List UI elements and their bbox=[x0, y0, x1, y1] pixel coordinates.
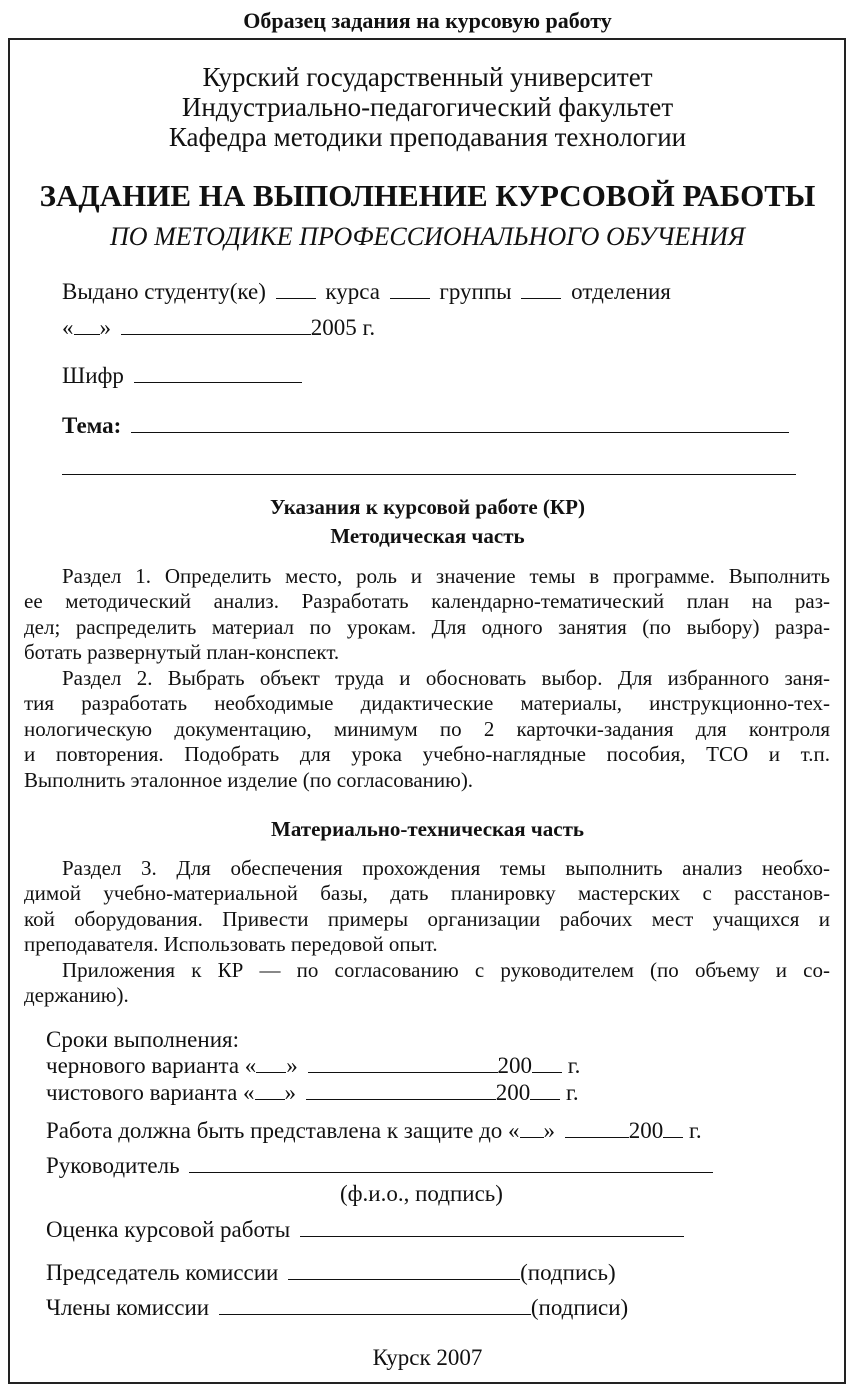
quote-open: « bbox=[62, 315, 74, 340]
final-deadline-line bbox=[46, 1081, 579, 1104]
paragraph-line: ботать развернутый план-конспект. bbox=[24, 640, 340, 665]
defense-deadline-line bbox=[46, 1119, 702, 1142]
issue-date-line bbox=[62, 316, 375, 339]
quote-close: » bbox=[286, 1053, 298, 1078]
final-month-blank[interactable] bbox=[306, 1098, 496, 1100]
paragraph-line: держанию). bbox=[24, 983, 129, 1008]
paragraph-line: Раздел 1. Определить место, роль и значение темы в программе. Выполнить bbox=[62, 564, 830, 588]
footer-city-year: Курск 2007 bbox=[372, 1345, 483, 1370]
paragraph-line: Раздел 3. Для обеспечения прохождения темы выполнить анализ необхо- bbox=[62, 856, 830, 880]
topic-blank[interactable] bbox=[131, 431, 789, 433]
supervisor-label: Руководитель bbox=[46, 1153, 180, 1178]
final-day-blank[interactable] bbox=[255, 1098, 285, 1100]
quote-open: « bbox=[508, 1118, 520, 1143]
year-suffix: г. bbox=[567, 1053, 581, 1078]
cipher-label: Шифр bbox=[62, 363, 124, 388]
course-label: курса bbox=[325, 279, 380, 304]
month-blank[interactable] bbox=[121, 333, 311, 335]
paragraph-line: кой оборудования. Привести примеры организации рабочих мест учащихся и bbox=[24, 906, 830, 931]
issued-line bbox=[62, 280, 671, 303]
grade-line bbox=[46, 1218, 688, 1241]
quote-open: « bbox=[243, 1080, 255, 1105]
group-blank[interactable] bbox=[390, 297, 430, 299]
members-line bbox=[46, 1296, 628, 1319]
chair-line bbox=[46, 1261, 616, 1284]
topic-blank-2[interactable] bbox=[62, 474, 796, 475]
topic-line bbox=[62, 414, 793, 437]
supervisor-line bbox=[46, 1154, 717, 1177]
paragraph-line: Раздел 2. Выбрать объект труда и обосновать выбор. Для избранного заня- bbox=[62, 666, 830, 690]
draft-year-blank[interactable] bbox=[532, 1071, 562, 1073]
issue-year: 2005 г. bbox=[310, 315, 376, 340]
chair-sign: (подпись) bbox=[520, 1260, 616, 1285]
cipher-blank[interactable] bbox=[134, 381, 302, 383]
cipher-line bbox=[62, 364, 306, 387]
paragraph-line: димой учебно-материальной базы, дать планировку мастерских с расстанов- bbox=[24, 881, 830, 906]
chair-label: Председатель комиссии bbox=[46, 1260, 279, 1285]
form-title: ЗАДАНИЕ НА ВЫПОЛНЕНИЕ КУРСОВОЙ РАБОТЫ bbox=[39, 178, 816, 213]
method-heading: Методическая часть bbox=[330, 524, 525, 548]
issued-label: Выдано студенту(ке) bbox=[62, 279, 266, 304]
grade-label: Оценка курсовой работы bbox=[46, 1217, 291, 1242]
year-prefix: 200 bbox=[628, 1118, 664, 1143]
defense-label: Работа должна быть представлена к защите до bbox=[46, 1118, 503, 1143]
members-label: Члены комиссии bbox=[46, 1295, 210, 1320]
paragraph-line: Приложения к КР — по согласованию с руководителем (по объему и со- bbox=[62, 958, 830, 982]
instructions-heading: Указания к курсовой работе (КР) bbox=[270, 495, 585, 519]
paragraph-line: дел; распределить материал по урокам. Для одного занятия (по выбору) разра- bbox=[24, 614, 830, 639]
dept-label: отделения bbox=[571, 279, 671, 304]
faculty-name: Индустриально-педагогический факультет bbox=[181, 92, 674, 122]
topic-label: Тема: bbox=[62, 413, 122, 438]
supervisor-blank[interactable] bbox=[189, 1171, 713, 1173]
defense-month-blank[interactable] bbox=[565, 1136, 629, 1138]
day-blank[interactable] bbox=[74, 333, 100, 335]
department-name: Кафедра методики преподавания технологии bbox=[168, 122, 687, 152]
course-blank[interactable] bbox=[276, 297, 316, 299]
year-suffix: г. bbox=[566, 1080, 579, 1105]
form-subtitle: ПО МЕТОДИКЕ ПРОФЕССИОНАЛЬНОГО ОБУЧЕНИЯ bbox=[110, 222, 745, 251]
material-heading: Материально-техническая часть bbox=[271, 817, 584, 841]
defense-day-blank[interactable] bbox=[520, 1136, 544, 1138]
paragraph-line: Выполнить эталонное изделие (по согласованию). bbox=[24, 767, 474, 792]
final-label: чистового варианта bbox=[46, 1080, 238, 1105]
deadlines-label: Сроки выполнения: bbox=[46, 1027, 239, 1052]
final-year-blank[interactable] bbox=[530, 1098, 560, 1100]
grade-blank[interactable] bbox=[300, 1235, 684, 1237]
paragraph-line: преподавателя. Использовать передовой опыт. bbox=[24, 932, 438, 957]
members-blank[interactable] bbox=[219, 1313, 531, 1315]
paragraph-line: нологическую документацию, минимум по 2 карточки-задания для контроля bbox=[24, 716, 830, 741]
draft-day-blank[interactable] bbox=[256, 1071, 286, 1073]
dept-blank[interactable] bbox=[521, 297, 561, 299]
quote-close: » bbox=[284, 1080, 297, 1105]
university-name: Курский государственный университет bbox=[202, 62, 653, 92]
defense-year-blank[interactable] bbox=[663, 1136, 683, 1138]
chair-blank[interactable] bbox=[288, 1278, 520, 1280]
year-prefix: 200 bbox=[497, 1053, 533, 1078]
document-caption: Образец задания на курсовую работу bbox=[243, 8, 612, 33]
quote-open: « bbox=[244, 1053, 257, 1078]
paragraph-line: ее методический анализ. Разработать календарно-тематический план на раз- bbox=[24, 589, 830, 614]
year-suffix: г. bbox=[689, 1118, 702, 1143]
draft-deadline-line bbox=[46, 1054, 580, 1077]
quote-close: » bbox=[543, 1118, 556, 1143]
members-sign: (подписи) bbox=[530, 1295, 629, 1320]
group-label: группы bbox=[439, 279, 512, 304]
paragraph-line: и повторения. Подобрать для урока учебно-наглядные пособия, ТСО и т.п. bbox=[24, 742, 830, 767]
quote-close: » bbox=[99, 315, 111, 340]
supervisor-hint: (ф.и.о., подпись) bbox=[340, 1181, 503, 1206]
year-prefix: 200 bbox=[495, 1080, 531, 1105]
draft-month-blank[interactable] bbox=[308, 1071, 498, 1073]
draft-label: чернового варианта bbox=[46, 1053, 240, 1078]
paragraph-line: тия разработать необходимые дидактические материалы, инструкционно-тех- bbox=[24, 691, 830, 716]
